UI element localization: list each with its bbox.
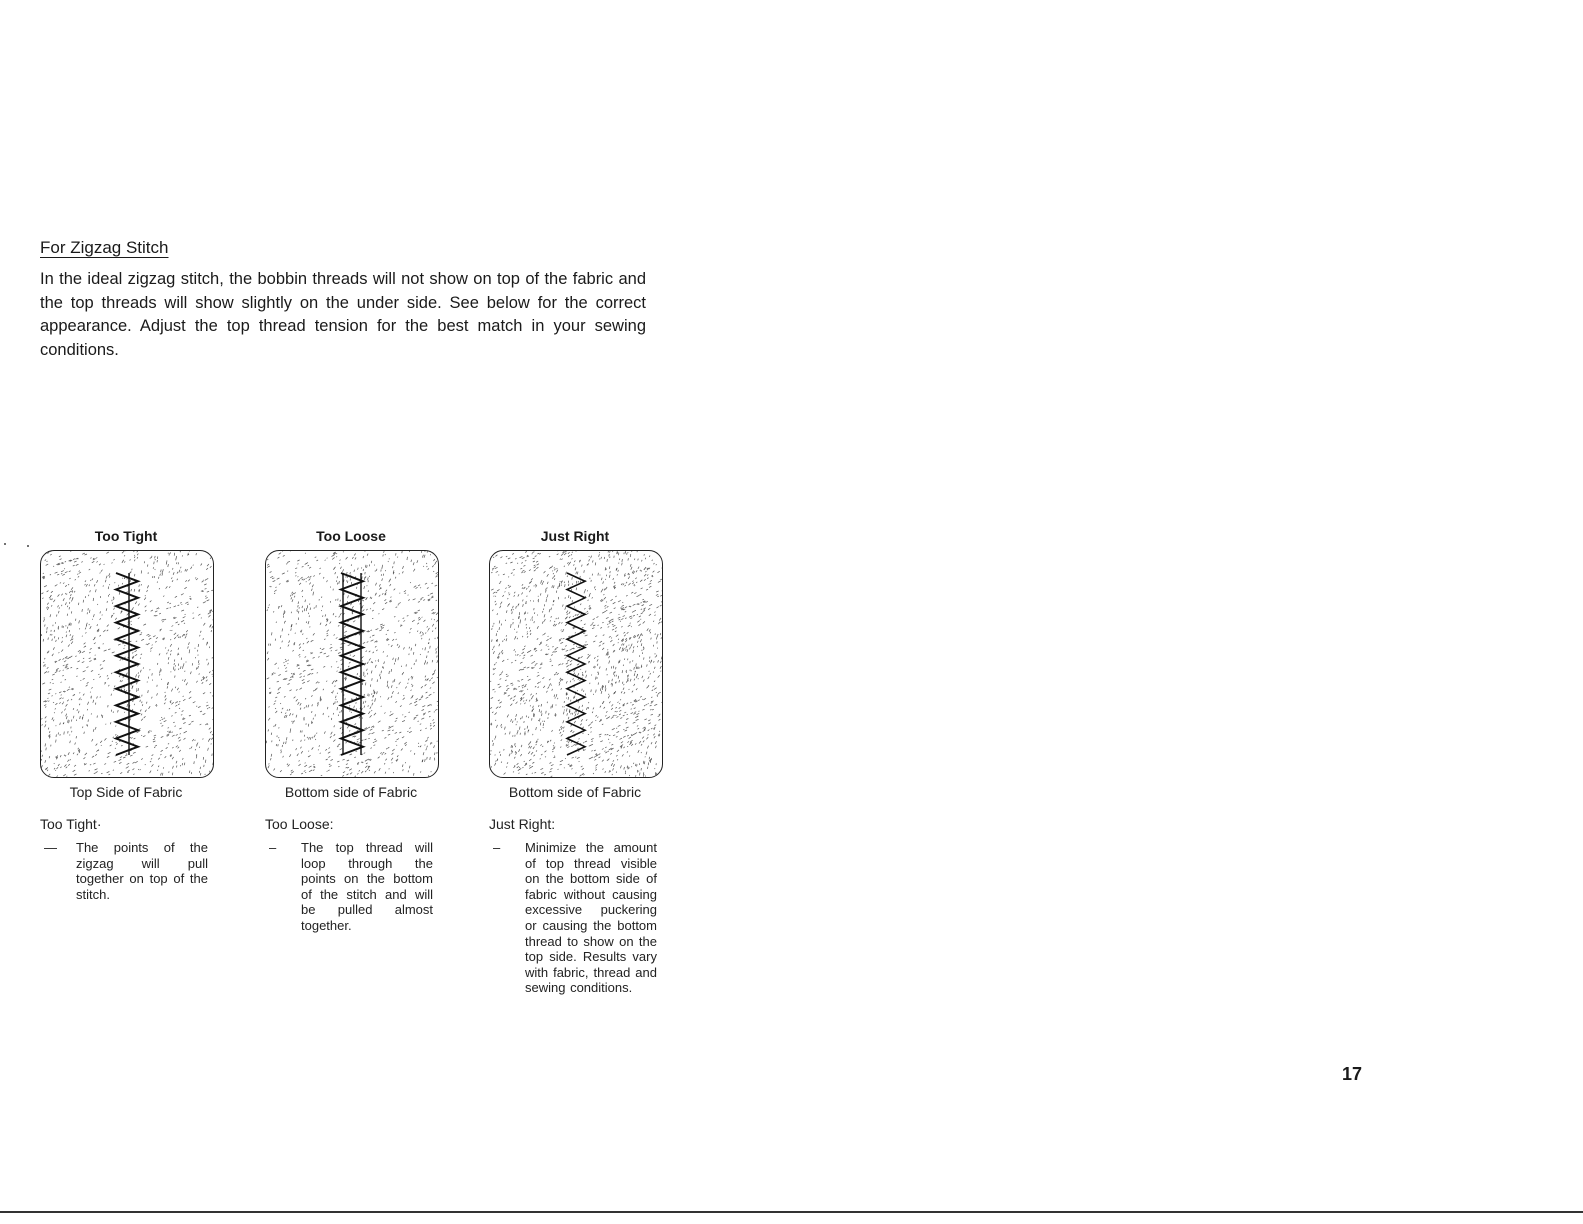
panel-caption: Bottom side of Fabric	[508, 784, 642, 800]
stitch-illustration	[490, 551, 662, 777]
bottom-rule	[0, 1211, 1583, 1213]
note-title: Too Loose:	[265, 816, 334, 832]
note-body: The top thread will loop through the points on the bottom of the stitch and will be pulled almost together.	[301, 840, 433, 933]
note-dash: —	[44, 840, 57, 855]
fabric-swatch-illustration	[489, 550, 663, 778]
note-dash: –	[269, 840, 277, 855]
stitch-illustration	[266, 551, 438, 777]
panel-title: Too Loose	[316, 528, 386, 544]
scan-speck	[27, 545, 29, 547]
zigzag-stitch	[567, 573, 585, 755]
note-dash: –	[493, 840, 501, 855]
intro-paragraph: In the ideal zigzag stitch, the bobbin threads will not show on top of the fabric and the top threads will show slightly on the under side. See below for the correct appearance. Adjust the top thread tension for the best match in your sewing conditions.	[40, 270, 646, 359]
zigzag-stitch	[341, 573, 363, 755]
panel-caption: Bottom side of Fabric	[284, 784, 418, 800]
scan-speck	[4, 543, 6, 545]
stitch-illustration	[41, 551, 213, 777]
zigzag-stitch	[116, 573, 138, 755]
fabric-swatch-illustration	[265, 550, 439, 778]
fabric-swatch-illustration	[40, 550, 214, 778]
panel-title: Just Right	[540, 528, 610, 544]
note-body: The points of the zigzag will pull together on top of the stitch.	[76, 840, 208, 902]
section-heading: For Zigzag Stitch	[40, 238, 169, 257]
note-title: Just Right:	[489, 816, 556, 832]
note-body: Minimize the amount of top thread visible on the bottom side of fabric without causing excessive puckering or causing the bottom thread to show on the top side. Results vary with fabric, thread and sewing conditions.	[525, 840, 657, 996]
panel-caption: Top Side of Fabric	[69, 784, 183, 800]
page-number: 17	[1342, 1064, 1363, 1084]
panel-title: Too Tight	[94, 528, 158, 544]
note-title: Too Tight·	[40, 816, 102, 832]
